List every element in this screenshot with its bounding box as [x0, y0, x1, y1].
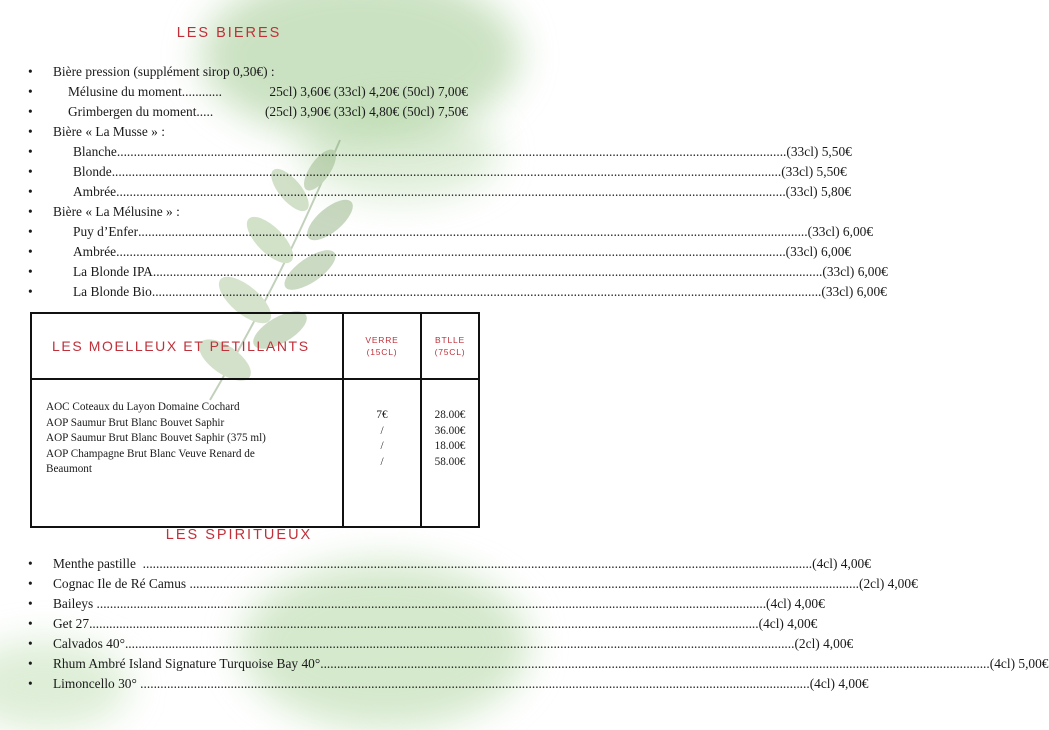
spiritueux-row	[53, 594, 825, 614]
bullet-icon: •	[28, 244, 33, 259]
spiritueux-price: (2cl) 4,00€	[859, 576, 918, 591]
bullet-icon: •	[28, 144, 33, 159]
verre-price: /	[380, 440, 384, 452]
spiritueux-row	[53, 574, 918, 594]
spiritueux-price: (4cl) 4,00€	[758, 616, 818, 631]
wine-item: AOP Saumur Brut Blanc Bouvet Saphir	[46, 416, 225, 429]
section-title-bieres: LES BIERES	[176, 25, 282, 41]
btlle-prices	[421, 379, 479, 527]
biere-price: (33cl) 5,50€	[781, 164, 847, 179]
spiritueux-item	[28, 634, 854, 654]
bieres-list	[28, 62, 888, 302]
biere-group-label: Bière « La Musse » :	[53, 124, 165, 139]
moelleux-title: LES MOELLEUX ET PETILLANTS	[31, 313, 343, 379]
biere-name: Ambrée	[73, 244, 117, 259]
biere-item	[28, 222, 874, 242]
biere-item	[28, 142, 852, 162]
biere-row	[73, 182, 852, 202]
spiritueux-row	[53, 654, 1049, 674]
biere-item	[28, 262, 888, 282]
btlle-price: 36.00€	[434, 424, 466, 437]
verre-price: 7€	[376, 409, 388, 421]
leader-dots: ........................................................................................................................................................................................................	[140, 676, 810, 691]
btlle-price: 28.00€	[434, 409, 466, 421]
wine-item: AOP Champagne Brut Blanc Veuve Renard de	[46, 447, 255, 460]
spiritueux-name: Baileys	[53, 596, 97, 611]
spiritueux-price: (4cl) 4,00€	[809, 676, 869, 691]
bullet-icon: •	[28, 556, 33, 571]
btlle-price: 18.00€	[434, 440, 466, 452]
biere-item	[28, 122, 468, 142]
biere-item	[28, 102, 468, 122]
leader-dots: ........................................................................................................................................................................................................	[116, 184, 786, 199]
bullet-icon: •	[28, 636, 33, 651]
bullet-icon: •	[28, 64, 33, 79]
bullet-icon: •	[28, 576, 33, 591]
leader-dots: ........................................................................................................................................................................................................	[142, 556, 813, 571]
col-verre-header: VERRE (15CL)	[343, 313, 421, 379]
spiritueux-item	[28, 574, 918, 594]
spiritueux-row	[53, 634, 854, 654]
spiritueux-item	[28, 554, 871, 574]
biere-row	[73, 222, 874, 242]
bullet-icon: •	[28, 656, 33, 671]
spiritueux-row	[53, 674, 869, 694]
bullet-icon: •	[28, 104, 33, 119]
biere-item	[28, 162, 847, 182]
spiritueux-item	[28, 674, 869, 694]
spiritueux-price: (4cl) 4,00€	[812, 556, 871, 571]
spiritueux-name: Menthe pastille	[53, 556, 143, 571]
biere-name: Puy d’Enfer	[73, 224, 139, 239]
biere-group-label: Bière « La Mélusine » :	[53, 204, 180, 219]
biere-price: (33cl) 5,80€	[785, 184, 852, 199]
wine-item: AOC Coteaux du Layon Domaine Cochard	[46, 401, 240, 413]
bullet-icon: •	[28, 204, 33, 219]
wine-list	[31, 379, 343, 527]
spiritueux-price: (4cl) 5,00€	[989, 656, 1049, 671]
wine-item: AOP Saumur Brut Blanc Bouvet Saphir (375 ml)	[46, 432, 266, 444]
biere-price: (33cl) 5,50€	[786, 144, 852, 159]
leader-dots: ........................................................................................................................................................................................................	[138, 224, 808, 239]
biere-name: Grimbergen du moment.....	[68, 104, 214, 119]
biere-row	[73, 142, 852, 162]
leader-dots: ........................................................................................................................................................................................................	[116, 244, 786, 259]
spiritueux-list	[28, 554, 1049, 694]
moelleux-table	[30, 312, 480, 528]
spiritueux-item	[28, 654, 1049, 674]
spiritueux-name: Get 27	[53, 616, 90, 631]
bullet-icon: •	[28, 616, 33, 631]
biere-name: La Blonde IPA	[73, 264, 153, 279]
biere-price: (33cl) 6,00€	[822, 264, 888, 279]
section-title-spiritueux: LES SPIRITUEUX	[165, 527, 313, 543]
biere-group-label: Bière pression (supplément sirop 0,30€) :	[53, 64, 275, 79]
verre-price: /	[380, 455, 384, 468]
verre-prices	[343, 379, 421, 527]
biere-price: (33cl) 6,00€	[785, 244, 852, 259]
spiritueux-row	[53, 614, 818, 634]
spiritueux-item	[28, 594, 825, 614]
biere-price: 25cl) 3,60€ (33cl) 4,20€ (50cl) 7,00€	[269, 84, 468, 99]
col-btlle-header: BTLLE (75CL)	[421, 313, 479, 379]
leader-dots: ........................................................................................................................................................................................................	[151, 284, 822, 299]
bullet-icon: •	[28, 124, 33, 139]
leader-dots: ........................................................................................................................................................................................................	[124, 636, 795, 651]
biere-item	[28, 62, 468, 82]
biere-row	[73, 242, 852, 262]
biere-name: Blanche	[73, 144, 117, 159]
spiritueux-row	[53, 554, 871, 574]
biere-price: (33cl) 6,00€	[807, 224, 874, 239]
biere-item	[28, 182, 852, 202]
biere-price: (25cl) 3,90€ (33cl) 4,80€ (50cl) 7,50€	[264, 104, 468, 119]
biere-item	[28, 242, 852, 262]
bullet-icon: •	[28, 84, 33, 99]
bullet-icon: •	[28, 264, 33, 279]
biere-name: Ambrée	[73, 184, 117, 199]
wine-item: Beaumont	[46, 463, 92, 475]
spiritueux-name: Calvados 40°	[53, 636, 125, 651]
bullet-icon: •	[28, 596, 33, 611]
spiritueux-price: (4cl) 4,00€	[766, 596, 825, 611]
btlle-price: 58.00€	[434, 455, 466, 468]
leader-dots: ........................................................................................................................................................................................................	[320, 656, 990, 671]
biere-name: La Blonde Bio	[73, 284, 152, 299]
leader-dots: ........................................................................................................................................................................................................	[152, 264, 823, 279]
spiritueux-name: Cognac Ile de Ré Camus	[53, 576, 190, 591]
biere-row	[73, 262, 888, 282]
bullet-icon: •	[28, 284, 33, 299]
biere-item	[28, 282, 887, 302]
leader-dots: ........................................................................................................................................................................................................	[111, 164, 782, 179]
leader-dots: ........................................................................................................................................................................................................	[116, 144, 787, 159]
biere-item	[28, 202, 468, 222]
spiritueux-name: Limoncello 30°	[53, 676, 141, 691]
bullet-icon: •	[28, 224, 33, 239]
verre-price: /	[380, 424, 384, 437]
biere-price: (33cl) 6,00€	[821, 284, 887, 299]
leader-dots: ........................................................................................................................................................................................................	[189, 576, 860, 591]
biere-row	[73, 162, 847, 182]
biere-name: Blonde	[73, 164, 112, 179]
spiritueux-item	[28, 614, 818, 634]
biere-item	[28, 82, 468, 102]
bullet-icon: •	[28, 164, 33, 179]
biere-row	[73, 282, 887, 302]
spiritueux-name: Rhum Ambré Island Signature Turquoise Bay 40°	[53, 656, 321, 671]
leader-dots: ........................................................................................................................................................................................................	[89, 616, 759, 631]
spiritueux-price: (2cl) 4,00€	[794, 636, 854, 651]
bullet-icon: •	[28, 676, 33, 691]
leader-dots: ........................................................................................................................................................................................................	[96, 596, 767, 611]
bullet-icon: •	[28, 184, 33, 199]
biere-name: Mélusine du moment............	[68, 84, 222, 99]
